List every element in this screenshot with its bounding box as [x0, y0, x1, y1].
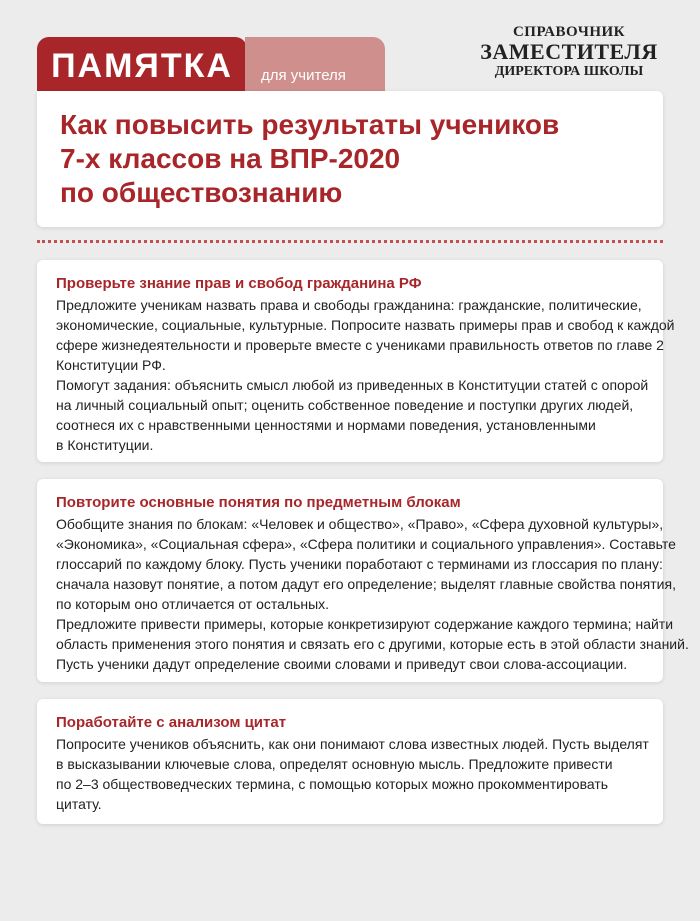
text-line: Пусть ученики дадут определение своими словами и приведут свои слова-ассоциации. — [56, 656, 628, 672]
page-title — [60, 108, 650, 210]
text-line: сфере жизнедеятельности и проверьте вместе с учениками правильность ответов по главе 2 — [56, 337, 664, 353]
text-line: Предложите привести примеры, которые конкретизируют содержание каждого термина; найти — [56, 616, 674, 632]
text-line: Попросите учеников объяснить, как они понимают слова известных людей. Пусть выделят — [56, 736, 649, 752]
section-text — [56, 514, 689, 674]
section-card-concepts — [37, 479, 689, 682]
text-line: «Экономика», «Социальная сфера», «Сфера политики и социального управления». Составьте — [56, 536, 676, 552]
logo-line-3: ДИРЕКТОРА ШКОЛЫ — [494, 64, 644, 79]
text-line: Конституции РФ. — [56, 357, 166, 373]
text-line: цитату. — [56, 796, 102, 812]
title-line: Как повысить результаты учеников — [60, 109, 560, 140]
title-line: по обществознанию — [60, 177, 343, 208]
section-heading: Проверьте знание прав и свобод гражданина РФ — [56, 275, 422, 292]
memo-badge — [37, 37, 247, 91]
text-line: в Конституции. — [56, 437, 154, 453]
text-line: сначала назовут понятие, а потом дадут его определение; выделят главные свойства понятия, — [56, 576, 676, 592]
logo-line-1: СПРАВОЧНИК — [512, 24, 626, 40]
section-heading: Повторите основные понятия по предметным блокам — [56, 494, 461, 511]
section-card-rights — [37, 260, 675, 462]
text-line: Помогут задания: объяснить смысл любой из приведенных в Конституции статей с опорой — [56, 377, 649, 393]
text-line: Предложите ученикам назвать права и свободы гражданина: гражданские, политические, — [56, 297, 642, 313]
text-line: область применения этого понятия и связать его с другими, которые есть в этой области знаний. — [56, 636, 689, 652]
logo-line-2: ЗАМЕСТИТЕЛЯ — [480, 39, 658, 64]
section-heading: Поработайте с анализом цитат — [56, 714, 287, 731]
audience-label: для учителя — [261, 67, 346, 84]
section-text — [56, 295, 675, 455]
text-line: на личный социальный опыт; оценить собственное поведение и поступки других людей, — [56, 397, 634, 413]
section-text — [56, 734, 656, 814]
text-line: по которым оно отличается от остальных. — [56, 596, 330, 612]
text-line: глоссарий по каждому блоку. Пусть ученики поработают с терминами из глоссария по плану: — [56, 556, 663, 572]
publication-logo — [478, 23, 660, 81]
text-line: в высказывании ключевые слова, определят основную мысль. Предложите привести — [56, 756, 613, 772]
memo-badge-label: ПАМЯТКА — [51, 47, 233, 85]
text-line: экономические, социальные, культурные. Попросите назвать примеры прав и свобод к каждой — [56, 317, 675, 333]
text-line: Обобщите знания по блокам: «Человек и общество», «Право», «Сфера духовной культуры», — [56, 516, 664, 532]
text-line: соотнеся их с нравственными ценностями и нормами поведения, установленными — [56, 417, 596, 433]
audience-tab — [245, 37, 385, 91]
title-card — [37, 91, 663, 227]
section-card-quotes — [37, 699, 663, 824]
title-line: 7-х классов на ВПР-2020 — [60, 143, 401, 174]
dotted-divider — [37, 240, 663, 243]
text-line: по 2–3 обществоведческих термина, с помощью которых можно прокомментировать — [56, 776, 609, 792]
